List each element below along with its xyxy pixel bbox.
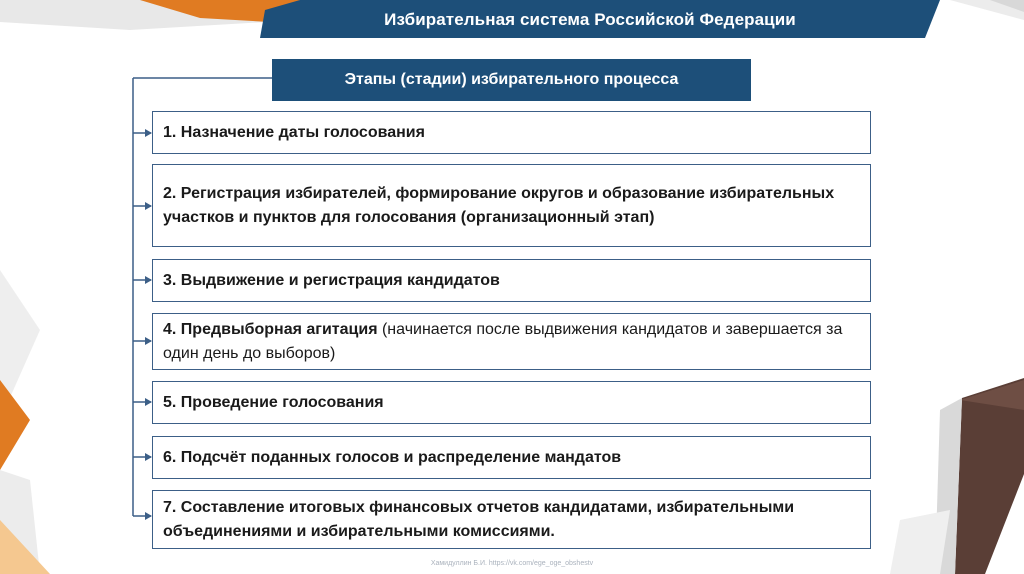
stage-6-text: 6. Подсчёт поданных голосов и распределение мандатов — [163, 448, 622, 466]
stage-1-text: 1. Назначение даты голосования — [163, 123, 425, 141]
stage-2-box — [152, 164, 871, 247]
stage-3-text: 3. Выдвижение и регистрация кандидатов — [163, 271, 500, 289]
stage-7-text: 7. Составление итоговых финансовых отчетов кандидатами, избирательными объединениями и избирательными комиссиями. — [163, 498, 795, 540]
footer-credit: Хамидуллин Б.И. https://vk.com/ege_oge_obshestv — [430, 560, 594, 567]
stage-4-detail-text: (начинается после выдвижения кандидатов и завершается за один день до выборов) — [163, 320, 843, 362]
stage-2-text: 2. Регистрация избирателей, формирование округов и образование избирательных участков и пунктов для голосования (организационный этап) — [163, 184, 835, 226]
stage-3-box — [152, 259, 871, 302]
stage-4-box — [152, 313, 871, 370]
stage-6-box — [152, 436, 871, 479]
stage-5-box — [152, 381, 871, 424]
process-stages-header: Этапы (стадии) избирательного процесса — [272, 59, 751, 101]
stage-4-bold-text: 4. Предвыборная агитация — [163, 320, 378, 338]
page-title: Избирательная система Российской Федерации — [384, 10, 796, 29]
stage-7-box — [152, 490, 871, 549]
stage-1-box — [152, 111, 871, 154]
stage-5-text: 5. Проведение голосования — [163, 393, 384, 411]
